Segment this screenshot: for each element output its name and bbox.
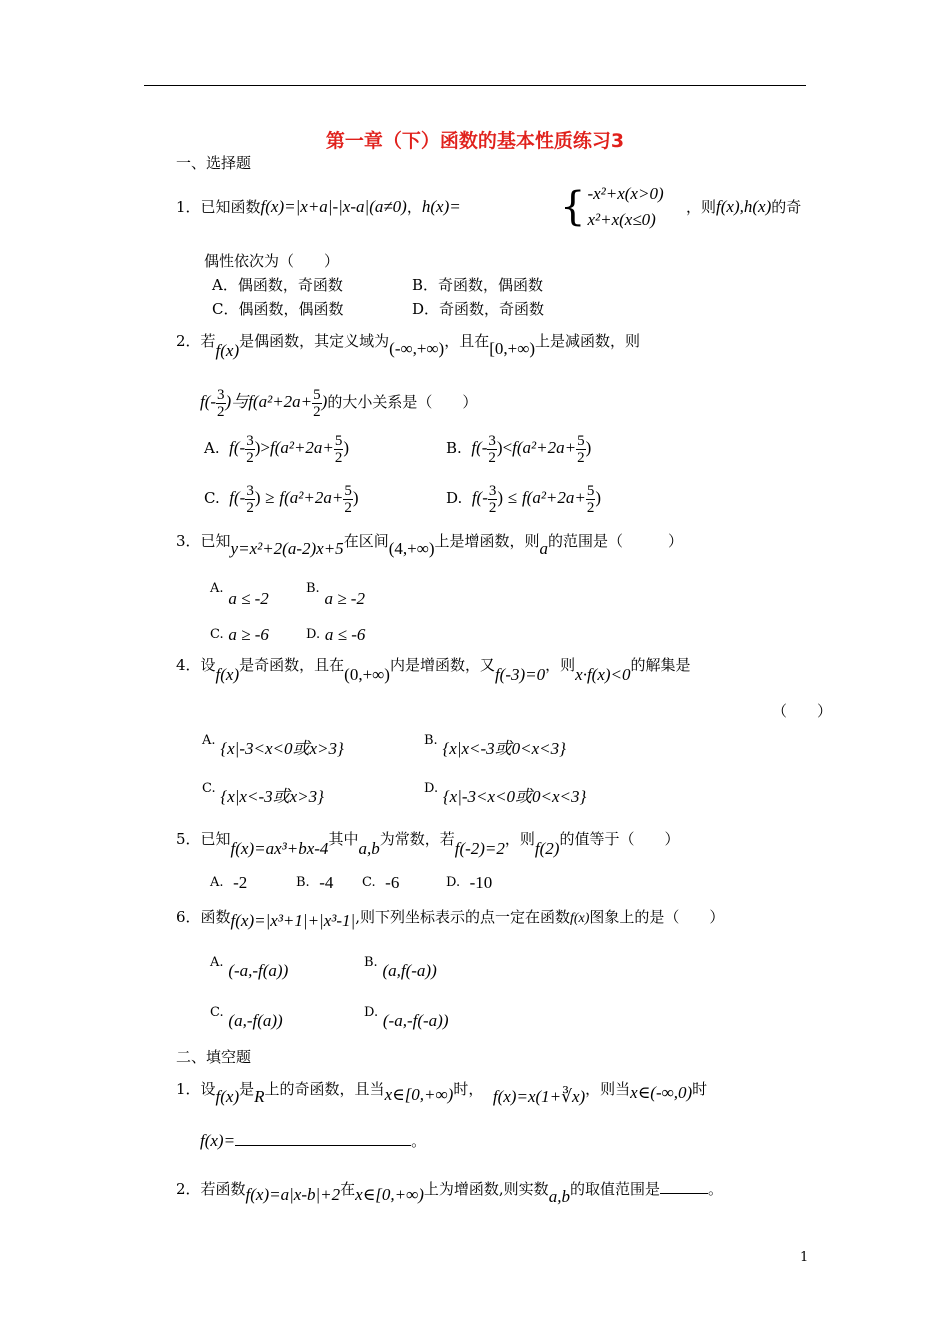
q2-option-b[interactable]: B. f(- $\frac{3}{2}$ )<f(a²+2a+ $\frac{5}{2}$ ) bbox=[446, 432, 592, 466]
q5-option-d[interactable]: D. -10 bbox=[446, 873, 493, 892]
q6-option-c[interactable]: C. (a,-f(a)) bbox=[210, 1005, 283, 1030]
question-2-compare: f(- $\frac{3}{2}$ )与f(a²+2a+ $\frac{5}{2}$ )的大小关系是（ ） bbox=[200, 386, 478, 420]
section-fill: 二、填空题 bbox=[176, 1048, 252, 1066]
q1-option-a[interactable]: A．偶函数，奇函数 bbox=[212, 276, 343, 294]
q4-option-d[interactable]: D. {x|-3<x<0或0<x<3} bbox=[424, 781, 587, 806]
q3-option-c[interactable]: C. a ≥ -6 bbox=[210, 625, 269, 644]
q4-option-c[interactable]: C. {x|x<-3或x>3} bbox=[202, 781, 324, 806]
q2-option-a[interactable]: A. f(- $\frac{3}{2}$ )>f(a²+2a+ $\frac{5}{2}$ ) bbox=[204, 432, 350, 466]
q5-option-a[interactable]: A. -2 bbox=[210, 873, 248, 892]
fill-2: 2．若函数f(x)=a|x-b|+2在x∈[0,+∞)上为增函数,则实数a,b的取值范围是 。 bbox=[176, 1180, 723, 1206]
q2-option-d[interactable]: D. f(- $\frac{3}{2}$ ) ≤ f(a²+2a+ $\frac{5}{2}$ ) bbox=[446, 482, 602, 516]
q1-option-d[interactable]: D．奇函数，奇函数 bbox=[412, 300, 545, 318]
q6-option-a[interactable]: A. (-a,-f(a)) bbox=[210, 955, 289, 980]
fill-1-blank[interactable] bbox=[235, 1145, 411, 1146]
q6-option-d[interactable]: D. (-a,-f(-a)) bbox=[364, 1005, 449, 1030]
q3-option-b[interactable]: B. a ≥ -2 bbox=[306, 581, 365, 608]
q4-option-a[interactable]: A. {x|-3<x<0或x>3} bbox=[202, 733, 344, 758]
q1-option-b[interactable]: B．奇函数，偶函数 bbox=[412, 276, 544, 294]
q1-option-c[interactable]: C．偶函数，偶函数 bbox=[212, 300, 344, 318]
question-2: 2．若f(x)是偶函数，其定义域为(-∞,+∞)，且在[0,+∞)上是减函数，则 bbox=[176, 332, 641, 360]
question-5: 5．已知f(x)=ax³+bx-4其中a,b为常数，若f(-2)=2，则f(2)的值等于（ ） bbox=[176, 830, 680, 858]
fill-1-answer: f(x)= 。 bbox=[200, 1131, 427, 1150]
q5-option-c[interactable]: C. -6 bbox=[362, 873, 400, 892]
fill-2-blank[interactable] bbox=[660, 1193, 708, 1194]
fill-1: 1．设f(x)是R上的奇函数，且当x∈[0,+∞)时， f(x)=x(1+∛x)，则当x∈(-∞,0)时 bbox=[176, 1080, 708, 1106]
q6-option-b[interactable]: B. (a,f(-a)) bbox=[364, 955, 437, 980]
page-number: 1 bbox=[800, 1250, 809, 1265]
question-1-piecewise: { -x²+x(x>0) x²+x(x≤0) bbox=[560, 184, 664, 230]
page-title: 第一章（下）函数的基本性质练习3 bbox=[325, 130, 625, 152]
section-choice: 一、选择题 bbox=[176, 154, 252, 172]
header-rule bbox=[144, 85, 806, 86]
q3-option-d[interactable]: D. a ≤ -6 bbox=[306, 625, 366, 644]
q4-option-b[interactable]: B. {x|x<-3或0<x<3} bbox=[424, 733, 566, 758]
q5-option-b[interactable]: B. -4 bbox=[296, 873, 334, 892]
question-6: 6．函数f(x)=|x³+1|+|x³-1|,则下列坐标表示的点一定在函数f(x)图象上的是（ ） bbox=[176, 908, 725, 930]
question-4-paren: （ ） bbox=[772, 702, 833, 720]
question-1-line2: 偶性依次为（ ） bbox=[204, 252, 340, 270]
q3-option-a[interactable]: A. a ≤ -2 bbox=[210, 581, 269, 608]
question-3: 3．已知y=x²+2(a-2)x+5在区间(4,+∞)上是增函数，则a的范围是（ ） bbox=[176, 532, 684, 558]
question-1-tail: ，则f(x),h(x)的奇 bbox=[686, 197, 802, 216]
question-4: 4．设f(x)是奇函数，且在(0,+∞)内是增函数，又f(-3)=0，则x·f(x)<0的解集是 bbox=[176, 656, 691, 684]
q2-option-c[interactable]: C. f(- $\frac{3}{2}$ ) ≥ f(a²+2a+ $\frac{5}{2}$ ) bbox=[204, 482, 359, 516]
question-1: 1．已知函数f(x)=|x+a|-|x-a|(a≠0)，h(x)= bbox=[176, 197, 461, 216]
